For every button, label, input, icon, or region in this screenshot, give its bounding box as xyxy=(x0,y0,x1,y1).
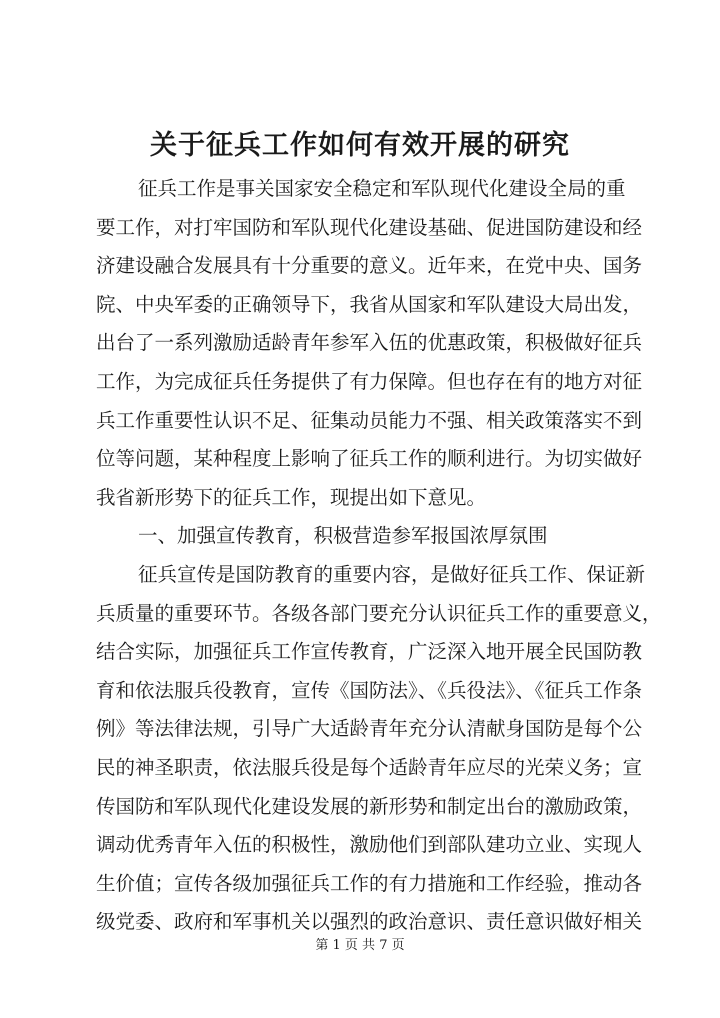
page-footer: 第 1 页 共 7 页 xyxy=(315,938,405,953)
paragraph-line: 传国防和军队现代化建设发展的新形势和制定出台的激励政策， xyxy=(96,794,643,818)
paragraph-line: 例》等法律法规，引导广大适龄青年充分认清献身国防是每个公 xyxy=(96,717,643,741)
document-body xyxy=(96,170,662,942)
paragraph-line: 调动优秀青年入伍的积极性，激励他们到部队建功立业、实现人 xyxy=(96,833,643,857)
paragraph-line: 生价值；宣传各级加强征兵工作的有力措施和工作经验，推动各 xyxy=(96,871,643,895)
section-heading: 一、加强宣传教育，积极营造参军报国浓厚氛围 xyxy=(138,524,548,548)
paragraph-line: 兵工作重要性认识不足、征集动员能力不强、相关政策落实不到 xyxy=(96,408,643,432)
paragraph-line: 征兵工作是事关国家安全稳定和军队现代化建设全局的重 xyxy=(138,177,626,200)
paragraph-line: 兵质量的重要环节。各级各部门要充分认识征兵工作的重要意义， xyxy=(96,601,662,625)
paragraph-line: 级党委、政府和军事机关以强烈的政治意识、责任意识做好相关 xyxy=(96,910,643,934)
paragraph-line: 出台了一系列激励适龄青年参军入伍的优惠政策，积极做好征兵 xyxy=(96,331,643,355)
document-title: 关于征兵工作如何有效开展的研究 xyxy=(150,130,570,161)
paragraph-line: 要工作，对打牢国防和军队现代化建设基础、促进国防建设和经 xyxy=(96,215,643,239)
paragraph-line: 民的神圣职责，依法服兵役是每个适龄青年应尽的光荣义务；宣 xyxy=(96,755,643,779)
paragraph-line: 我省新形势下的征兵工作，现提出如下意见。 xyxy=(96,485,487,509)
paragraph-line: 工作，为完成征兵任务提供了有力保障。但也存在有的地方对征 xyxy=(96,369,643,393)
paragraph-line: 院、中央军委的正确领导下，我省从国家和军队建设大局出发， xyxy=(96,292,643,316)
paragraph-line: 济建设融合发展具有十分重要的意义。近年来，在党中央、国务 xyxy=(96,254,643,278)
paragraph-line: 征兵宣传是国防教育的重要内容，是做好征兵工作、保证新 xyxy=(138,562,646,586)
paragraph-line: 位等问题，某种程度上影响了征兵工作的顺利进行。为切实做好 xyxy=(96,447,643,471)
paragraph-line: 结合实际，加强征兵工作宣传教育，广泛深入地开展全民国防教 xyxy=(96,640,643,664)
paragraph-line: 育和依法服兵役教育，宣传《国防法》、《兵役法》、《征兵工作条 xyxy=(96,678,643,702)
